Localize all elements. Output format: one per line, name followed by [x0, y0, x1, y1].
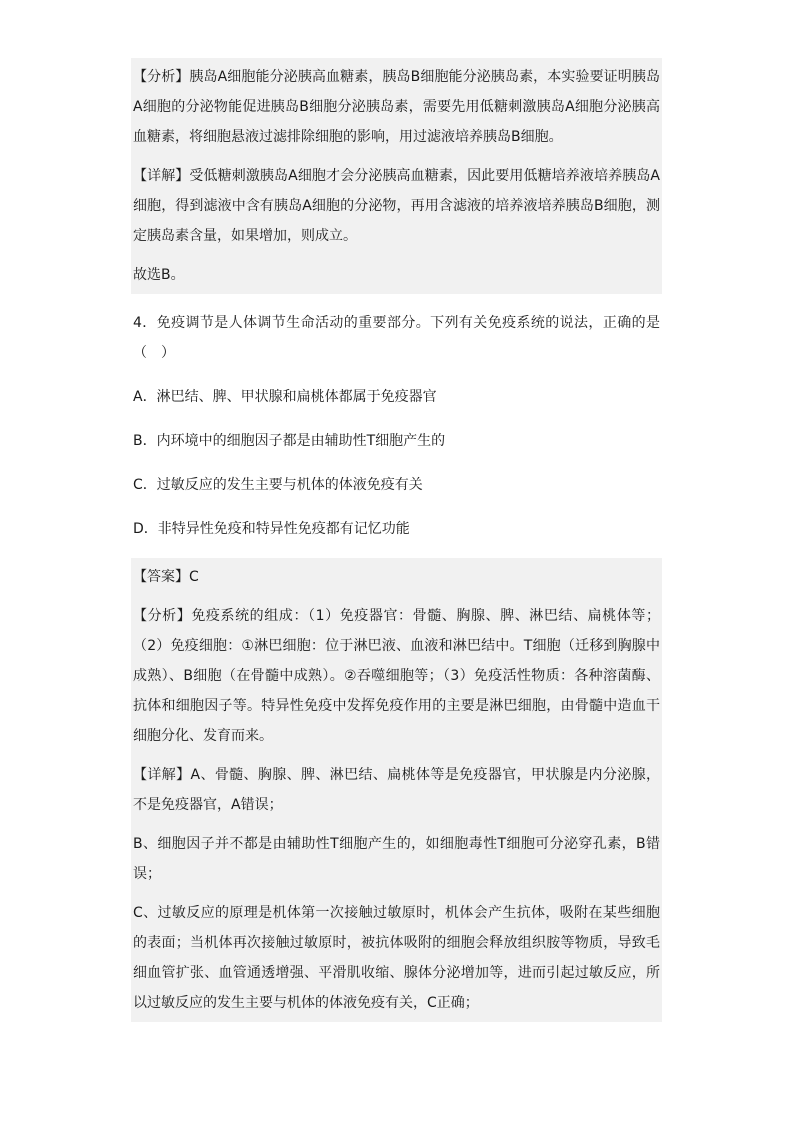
q4-option-a: A．淋巴结、脾、甲状腺和扁桃体都属于免疫器官: [133, 389, 437, 405]
document-page: [131, 58, 662, 1022]
q4-analysis: 【分析】免疫系统的组成：（1）免疫器官：骨髓、胸腺、脾、淋巴结、扁桃体等；（2）免疫细胞：①淋巴细胞：位于淋巴液、血液和淋巴结中。T细胞（迁移到胸腺中成熟）、B细胞（在骨髓中成熟）。②吞噬细胞等；（3）免疫活性物质：各种溶菌酶、抗体和细胞因子等。特异性免疫中发挥免疫作用的主要是淋巴细胞，由骨髓中造血干细胞分化、发育而来。: [133, 608, 660, 744]
q4-detail-c: C、过敏反应的原理是机体第一次接触过敏原时，机体会产生抗体，吸附在某些细胞的表面；当机体再次接触过敏原时，被抗体吸附的细胞会释放组织胺等物质，导致毛细血管扩张、血管通透增强、平滑肌收缩、腺体分泌增加等，进而引起过敏反应，所以过敏反应的发生主要与机体的体液免疫有关，C正确；: [133, 905, 660, 1011]
q3-choice: 故选B。: [133, 267, 185, 283]
q3-detail: 【详解】受低糖刺激胰岛A细胞才会分泌胰高血糖素，因此要用低糖培养液培养胰岛A细胞，得到滤液中含有胰岛A细胞的分泌物，再用含滤液的培养液培养胰岛B细胞，测定胰岛素含量，如果增加，则成立。: [133, 168, 660, 244]
q3-solution-block: [131, 58, 662, 294]
q4-detail-b: B、细胞因子并不都是由辅助性T细胞产生的，如细胞毒性T细胞可分泌穿孔素，B错误；: [133, 836, 660, 882]
q4-answer: 【答案】C: [133, 569, 199, 585]
q4-solution-block: [131, 558, 662, 1022]
q4-option-d: D．非特异性免疫和特异性免疫都有记忆功能: [133, 521, 410, 537]
q4-option-c: C．过敏反应的发生主要与机体的体液免疫有关: [133, 477, 423, 493]
q4-option-b: B．内环境中的细胞因子都是由辅助性T细胞产生的: [133, 433, 446, 449]
q4-detail-a: 【详解】A、骨髓、胸腺、脾、淋巴结、扁桃体等是免疫器官，甲状腺是内分泌腺，不是免疫器官，A错误；: [133, 767, 660, 813]
q4-stem: 4．免疫调节是人体调节生命活动的重要部分。下列有关免疫系统的说法，正确的是（ ）: [133, 315, 660, 361]
q3-analysis: 【分析】胰岛A细胞能分泌胰高血糖素，胰岛B细胞能分泌胰岛素，本实验要证明胰岛A细胞的分泌物能促进胰岛B细胞分泌胰岛素，需要先用低糖刺激胰岛A细胞分泌胰高血糖素，将细胞悬液过滤排除细胞的影响，用过滤液培养胰岛B细胞。: [133, 69, 660, 145]
